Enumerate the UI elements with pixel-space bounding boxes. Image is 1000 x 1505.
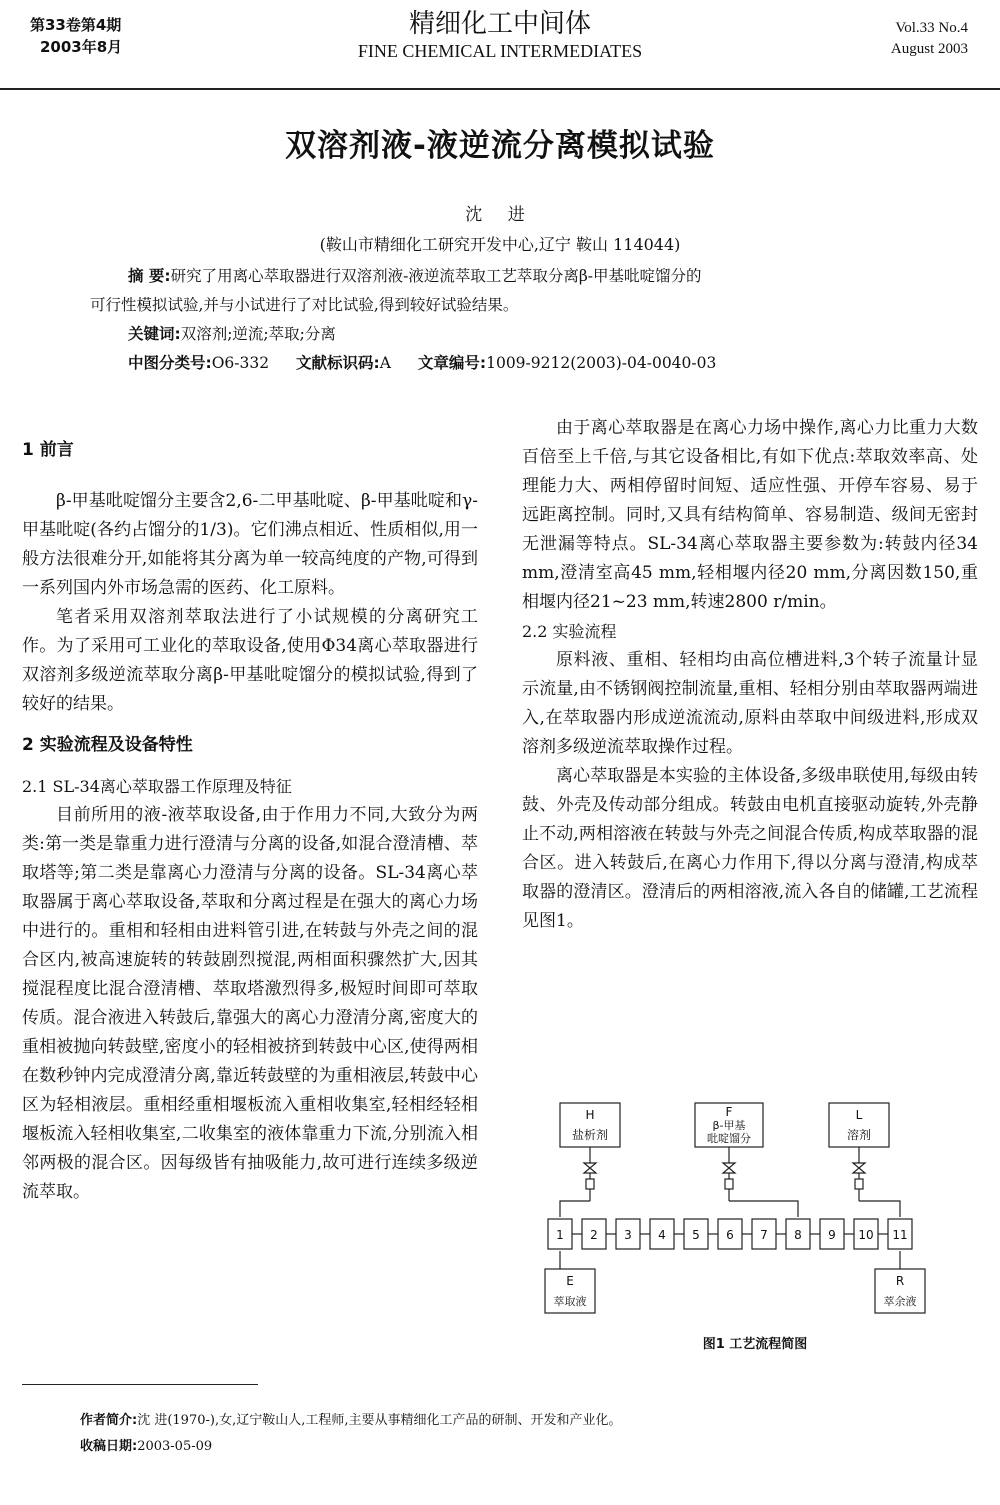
right-paragraph-3: 离心萃取器是本实验的主体设备,多级串联使用,每级由转鼓、外壳及传动部分组成。转鼓由电机直接驱动旋转,外壳静止不动,两相溶液在转鼓与外壳之间混合传质,构成萃取器的混合区。进入转鼓后,在离心力作用下,得以分离与澄清,构成萃取器的澄清区。澄清后的两相溶液,流入各自的储罐,工艺流程见图1。: [522, 766, 978, 931]
issue-info-en: [891, 18, 968, 60]
stage-label-9: 9: [828, 1228, 836, 1242]
stage-label-1: 1: [556, 1228, 564, 1242]
issue-date-en: August 2003: [890, 41, 968, 57]
tank-h-name: 盐析剂: [571, 1128, 609, 1142]
stage-label-5: 5: [692, 1228, 700, 1242]
tank-f-letter: F: [725, 1105, 733, 1119]
author-affiliation: (鞍山市精细化工研究开发中心,辽宁 鞍山 114044): [319, 235, 681, 254]
stage-label-6: 6: [726, 1228, 734, 1242]
abstract-label: 摘 要:: [128, 267, 171, 285]
stage-label-3: 3: [624, 1228, 632, 1242]
abstract-text-1: 研究了用离心萃取器进行双溶剂液-液逆流萃取工艺萃取分离β-甲基吡啶馏分的: [170, 267, 702, 285]
keywords: 双溶剂;逆流;萃取;分离: [180, 325, 336, 343]
stage-label-11: 11: [892, 1228, 908, 1242]
header-rule: [0, 88, 1000, 90]
abstract-text-2: 可行性模拟试验,并与小试进行了对比试验,得到较好试验结果。: [90, 296, 519, 314]
stage-label-10: 10: [858, 1228, 874, 1242]
received-date-line: [80, 1434, 622, 1460]
left-column: [22, 436, 478, 1207]
doccode-label: 文献标识码:: [296, 354, 380, 372]
journal-name: [320, 8, 680, 62]
section-2-heading: 2 实验流程及设备特性: [22, 735, 193, 755]
feed-line-h: [560, 1147, 596, 1217]
section-1-heading: 1 前言: [22, 440, 74, 460]
feed-line-f: [723, 1147, 798, 1217]
section-2-1-paragraph: 目前所用的液-液萃取设备,由于作用力不同,大致分为两类:第一类是靠重力进行澄清与分离的设备,如混合澄清槽、萃取塔等;第二类是靠离心力澄清与分离的设备。SL-34离心萃取器属于离心萃取设备,萃取和分离过程是在强大的离心力场中进行的。重相和轻相由进料管引进,在转鼓与外壳之间的混合区内,被高速旋转的转鼓剧烈搅混,两相面积骤然扩大,因其搅混程度比混合澄清槽、萃取塔激烈得多,极短时间即可萃取传质。混合液进入转鼓后,靠强大的离心力澄清分离,密度大的重相被抛向转鼓壁,密度小的轻相被挤到转鼓中心区,使得两相在数秒钟内完成澄清分离,靠近转鼓壁的为重相液层,转鼓中心区为轻相液层。重相经重相堰板流入重相收集室,轻相经轻相堰板流入轻相收集室,二收集室的液体靠重力下流,分别流入相邻两极的混合区。因每级皆有抽吸能力,故可进行连续多级逆流萃取。: [22, 805, 478, 1202]
journal-name-cn: 精细化工中间体: [408, 9, 591, 39]
right-paragraph-2: 原料液、重相、轻相均由高位槽进料,3个转子流量计显示流量,由不锈钢阀控制流量,重相、轻相分别由萃取器两端进入,在萃取器内形成逆流流动,原料由萃取中间级进料,形成双溶剂多级逆流萃取操作过程。: [522, 650, 978, 757]
tank-r-name: 萃余液: [883, 1295, 917, 1308]
abstract-line1: [90, 262, 920, 291]
stage-label-2: 2: [590, 1228, 598, 1242]
doccode: A: [379, 354, 391, 372]
stage-label-7: 7: [760, 1228, 768, 1242]
abstract-block: [90, 262, 920, 378]
tank-h-letter: H: [585, 1108, 595, 1122]
journal-name-en: FINE CHEMICAL INTERMEDIATES: [357, 41, 643, 61]
author-name: 沈 进: [465, 205, 535, 225]
issue-date: 2003年8月: [40, 38, 123, 56]
tank-e-letter: E: [566, 1274, 574, 1288]
right-column: [522, 414, 978, 936]
received-date-label: 收稿日期:: [80, 1439, 138, 1454]
articleno-label: 文章编号:: [417, 354, 487, 372]
feed-line-l: [853, 1147, 900, 1217]
section-2-1-heading: 2.1 SL-34离心萃取器工作原理及特征: [22, 777, 292, 796]
right-paragraph-1: 由于离心萃取器是在离心力场中操作,离心力比重力大数百倍至上千倍,与其它设备相比,有如下优点:萃取效率高、处理能力大、两相停留时间短、适应性强、开停车容易、易于远距离控制。同时,又具有结构简单、容易制造、级间无密封无泄漏等特点。SL-34离心萃取器主要参数为:转鼓内径34 mm,澄清室高45 mm,轻相堰内径20 mm,分离因数150,重相堰内径21~23 mm,转速2800 r/min。: [522, 418, 978, 612]
footnote-block: [80, 1408, 622, 1460]
author-bio-label: 作者简介:: [80, 1413, 138, 1428]
tank-f-name-1: β-甲基: [712, 1119, 746, 1132]
tank-l-name: 溶剂: [846, 1128, 872, 1142]
author-bio: 沈 进(1970-),女,辽宁鞍山人,工程师,主要从事精细化工产品的研制、开发和产业化。: [137, 1413, 622, 1428]
process-flow-diagram: [535, 1093, 975, 1363]
article-number: 1009-9212(2003)-04-0040-03: [486, 354, 717, 372]
issue-info: [30, 14, 122, 58]
keywords-label: 关键词:: [128, 325, 181, 343]
volume-issue-en: Vol.33 No.4: [895, 20, 968, 36]
classification-line: [90, 349, 920, 378]
stage-label-8: 8: [794, 1228, 802, 1242]
tank-e-name: 萃取液: [553, 1295, 587, 1308]
stage-label-4: 4: [658, 1228, 666, 1242]
keywords-line: [90, 320, 920, 349]
clc-code: O6-332: [211, 354, 270, 372]
received-date: 2003-05-09: [137, 1439, 213, 1454]
clc-label: 中图分类号:: [128, 354, 212, 372]
stage-row: [548, 1219, 912, 1249]
section-1-paragraph-2: 笔者采用双溶剂萃取法进行了小试规模的分离研究工作。为了采用可工业化的萃取设备,使用Φ34离心萃取器进行双溶剂多级逆流萃取分离β-甲基吡啶馏分的模拟试验,得到了较好的结果。: [22, 607, 478, 714]
footnote-rule: [22, 1384, 258, 1385]
tank-l-letter: L: [855, 1108, 863, 1122]
author-bio-line: [80, 1408, 622, 1434]
tank-r-letter: R: [895, 1274, 905, 1288]
article-title: 双溶剂液-液逆流分离模拟试验: [285, 128, 715, 164]
tank-f-name-2: 吡啶馏分: [707, 1132, 751, 1145]
section-2-2-heading: 2.2 实验流程: [522, 622, 617, 641]
section-1-paragraph-1: β-甲基吡啶馏分主要含2,6-二甲基吡啶、β-甲基吡啶和γ-甲基吡啶(各约占馏分的1/3)。它们沸点相近、性质相似,用一般方法很难分开,如能将其分离为单一较高纯度的产物,可得到一系列国内外市场急需的医药、化工原料。: [22, 491, 478, 598]
volume-issue: 第33卷第4期: [30, 16, 122, 34]
figure-caption: 图1 工艺流程简图: [702, 1337, 808, 1352]
